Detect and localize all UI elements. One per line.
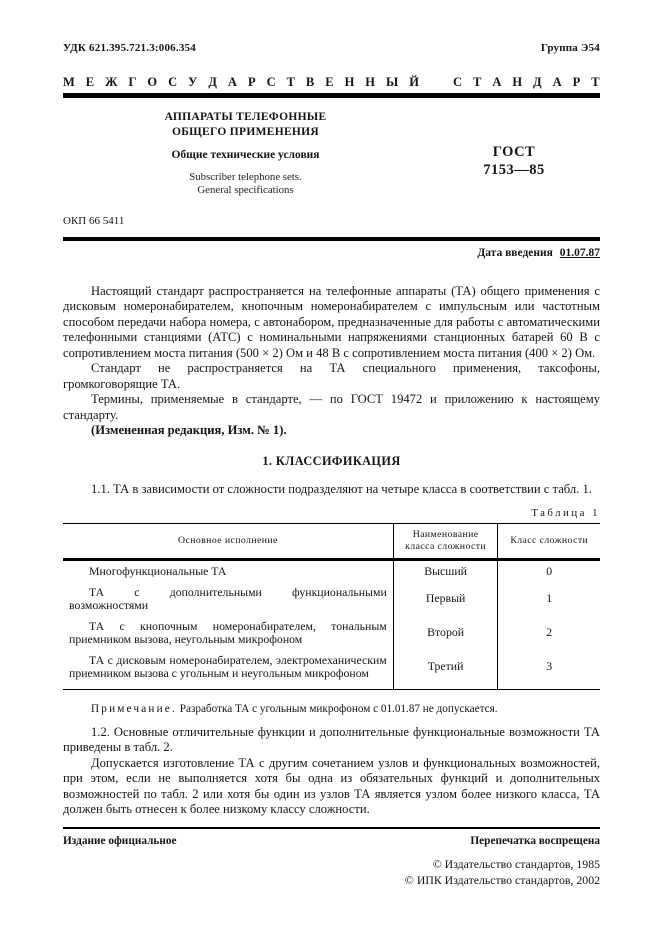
copyright-block bbox=[63, 856, 600, 888]
header-divider-bar bbox=[63, 93, 600, 98]
title-english-line2: General specifications bbox=[197, 184, 294, 196]
table-header-class-name: Наименование класса сложности bbox=[393, 524, 498, 560]
gost-designation bbox=[428, 110, 600, 198]
section-divider-rule bbox=[63, 237, 600, 241]
intro-paragraph-scope: Настоящий стандарт распространяется на телефонные аппараты (ТА) общего применения с дисковым номеронабирателем, кнопочным номеронабирателем с импульсным или частотным способом передачи набора номера, с автонабором, предназначенные для работы с автоматическими телефонными станциями (АТС) с номинальными напряжениями станционных батарей 60 В с сопротивлением моста питания (500 × 2) Ом и 48 В с сопротивлением моста питания (400 × 2) Ом. bbox=[63, 283, 600, 360]
table-cell-design: Многофункциональные ТА bbox=[89, 564, 227, 578]
table-row bbox=[63, 616, 600, 650]
copyright-line-2002: © ИПК Издательство стандартов, 2002 bbox=[404, 873, 600, 887]
udk-code: УДК 621.395.721.3:006.354 bbox=[63, 42, 196, 54]
classification-table bbox=[63, 523, 600, 690]
table-cell-design: ТА с дополнительными функциональными возможностями bbox=[69, 584, 387, 612]
table-cell-design: ТА с дисковым номеронабирателем, электромеханическим приемником вызова с угольным и неугольным микрофоном bbox=[63, 650, 393, 690]
title-left-column bbox=[63, 110, 428, 198]
reprint-prohibited-label: Перепечатка воспрещена bbox=[470, 835, 600, 847]
top-classification-row bbox=[63, 42, 600, 54]
note-label: Примечание. bbox=[91, 702, 177, 715]
classification-table-header bbox=[63, 524, 600, 560]
document-title-english bbox=[63, 171, 428, 198]
table-cell-class-number: 3 bbox=[498, 650, 600, 690]
introduction-date-label: Дата введения bbox=[477, 246, 553, 259]
introduction-date-value: 01.07.87 bbox=[559, 246, 600, 259]
standard-type-line: М Е Ж Г О С У Д А Р С Т В Е Н Н Ы Й С Т А Н Д А Р Т bbox=[63, 75, 600, 89]
table-cell-class-number: 2 bbox=[546, 625, 553, 640]
section-1-heading: 1. КЛАССИФИКАЦИЯ bbox=[262, 453, 401, 468]
document-subtitle: Общие технические условия bbox=[171, 148, 320, 161]
table-cell-class-number: 1 bbox=[546, 591, 553, 606]
footer-divider-rule bbox=[63, 827, 600, 830]
gost-number: 7153—85 bbox=[483, 161, 545, 178]
table-cell-class-name: Второй bbox=[393, 616, 498, 650]
table-cell-class-name: Первый bbox=[393, 582, 498, 616]
table-header-main-design: Основное исполнение bbox=[63, 524, 393, 560]
official-edition-label: Издание официальное bbox=[63, 835, 177, 847]
introduction-text bbox=[63, 284, 600, 439]
table-cell-class-name: Высший bbox=[393, 560, 498, 582]
table-note bbox=[63, 703, 600, 715]
note-text: Разработка ТА с угольным микрофоном с 01.01.87 не допускается. bbox=[176, 702, 498, 715]
introduction-date-row bbox=[63, 247, 600, 259]
table-cell-class-number: 0 bbox=[546, 564, 553, 578]
gost-label: ГОСТ bbox=[492, 143, 536, 160]
clause-1-2: 1.2. Основные отличительные функции и дополнительные функциональные возможности ТА приведены в табл. 2. bbox=[63, 724, 600, 754]
title-english-line1: Subscriber telephone sets. bbox=[189, 170, 302, 183]
table-row bbox=[63, 560, 600, 582]
intro-paragraph-amendment: (Измененная редакция, Изм. № 1). bbox=[91, 423, 287, 437]
table-row bbox=[63, 582, 600, 616]
table-cell-design: ТА с кнопочным номеронабирателем, тональным приемником вызова, неугольным микрофоном bbox=[69, 618, 387, 646]
okp-code: ОКП 66 5411 bbox=[63, 214, 125, 227]
footer-row bbox=[63, 835, 600, 847]
title-block bbox=[63, 110, 600, 198]
group-code: Группа Э54 bbox=[540, 42, 600, 54]
clause-1-2-continuation: Допускается изготовление ТА с другим сочетанием узлов и функциональных возможностей, при этом, если не выполняется хотя бы одна из обязательных функций и дополнительных возможностей по табл. 2 или хотя бы один из узлов ТА является узлом более низкого класса, ТА должен быть отнесен к более низкому классу сложности. bbox=[63, 755, 600, 816]
intro-paragraph-exclusions: Стандарт не распространяется на ТА специального применения, таксофоны, громкоговорящие ТА. bbox=[63, 361, 600, 391]
table-1-label: Таблица 1 bbox=[531, 507, 600, 519]
table-header-class-number: Класс сложности bbox=[498, 524, 600, 560]
document-title-line1: АППАРАТЫ ТЕЛЕФОННЫЕ bbox=[164, 110, 327, 123]
table-cell-class-name: Третий bbox=[393, 650, 498, 690]
document-title-line2: ОБЩЕГО ПРИМЕНЕНИЯ bbox=[171, 125, 320, 138]
copyright-line-1985: © Издательство стандартов, 1985 bbox=[432, 857, 600, 871]
clause-1-1: 1.1. ТА в зависимости от сложности подразделяют на четыре класса в соответствии с табл. 1. bbox=[91, 481, 592, 496]
table-row bbox=[63, 650, 600, 690]
intro-paragraph-terms: Термины, применяемые в стандарте, — по ГОСТ 19472 и приложению к настоящему стандарту. bbox=[63, 392, 600, 422]
